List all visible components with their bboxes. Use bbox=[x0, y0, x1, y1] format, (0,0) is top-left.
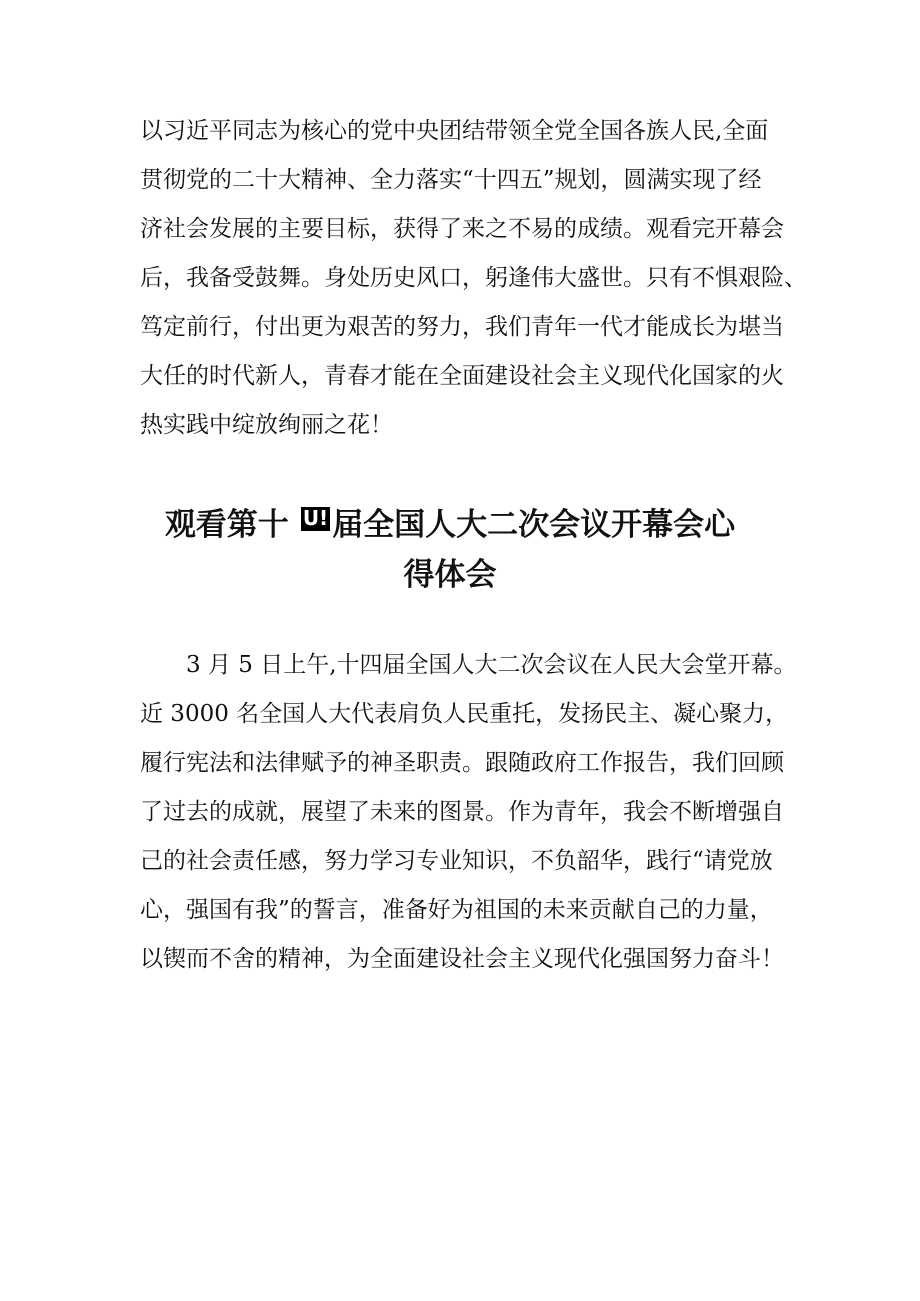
section-heading bbox=[100, 500, 800, 600]
paragraph-1-line: 贯彻党的二十大精神、全力落实“十四五”规划，圆满实现了经 bbox=[140, 167, 762, 193]
paragraph-2-line: 了过去的成就，展望了未来的图景。作为青年，我会不断增强自 bbox=[140, 799, 784, 825]
paragraph-1-line: 笃定前行，付出更为艰苦的努力，我们青年一代才能成长为堪当 bbox=[140, 314, 784, 340]
paragraph-2-line: 履行宪法和法律赋予的神圣职责。跟随政府工作报告，我们回顾 bbox=[140, 750, 784, 776]
paragraph-1-line: 热实践中绽放绚丽之花！ bbox=[140, 412, 393, 438]
paragraph-2-line: 心，强国有我”的誓言，准备好为祖国的未来贡献自己的力量， bbox=[140, 897, 773, 923]
paragraph-2-line: 己的社会责任感，努力学习专业知识，不负韶华，践行“请党放 bbox=[140, 848, 773, 874]
paragraph-2 bbox=[140, 641, 797, 984]
paragraph-1-line: 后，我备受鼓舞。身处历史风口，躬逢伟大盛世。只有不惧艰险、 bbox=[140, 265, 807, 291]
heading-text-end: 届全国人大二次会议开幕会心 bbox=[332, 507, 736, 543]
heading-text-start: 观看第十 bbox=[164, 507, 289, 543]
heading-line-2: 得体会 bbox=[403, 557, 497, 593]
paragraph-2-line: 以锲而不舍的精神，为全面建设社会主义现代化强国努力奋斗！ bbox=[140, 946, 784, 972]
garbled-glyph-box: U! bbox=[302, 506, 329, 530]
paragraph-1 bbox=[140, 107, 807, 450]
heading-line-1 bbox=[100, 500, 800, 550]
paragraph-2-line: 近 3000 名全国人大代表肩负人民重托，发扬民主、凝心聚力， bbox=[140, 701, 789, 727]
paragraph-2-line: 3 月 5 日上午,十四届全国人大二次会议在人民大会堂开幕。 bbox=[186, 652, 797, 678]
paragraph-1-line: 济社会发展的主要目标，获得了来之不易的成绩。观看完开幕会 bbox=[140, 216, 784, 242]
paragraph-1-line: 大任的时代新人，青春才能在全面建设社会主义现代化国家的火 bbox=[140, 363, 784, 389]
paragraph-1-line: 以习近平同志为核心的党中央团结带领全党全国各族人民,全面 bbox=[140, 118, 769, 144]
